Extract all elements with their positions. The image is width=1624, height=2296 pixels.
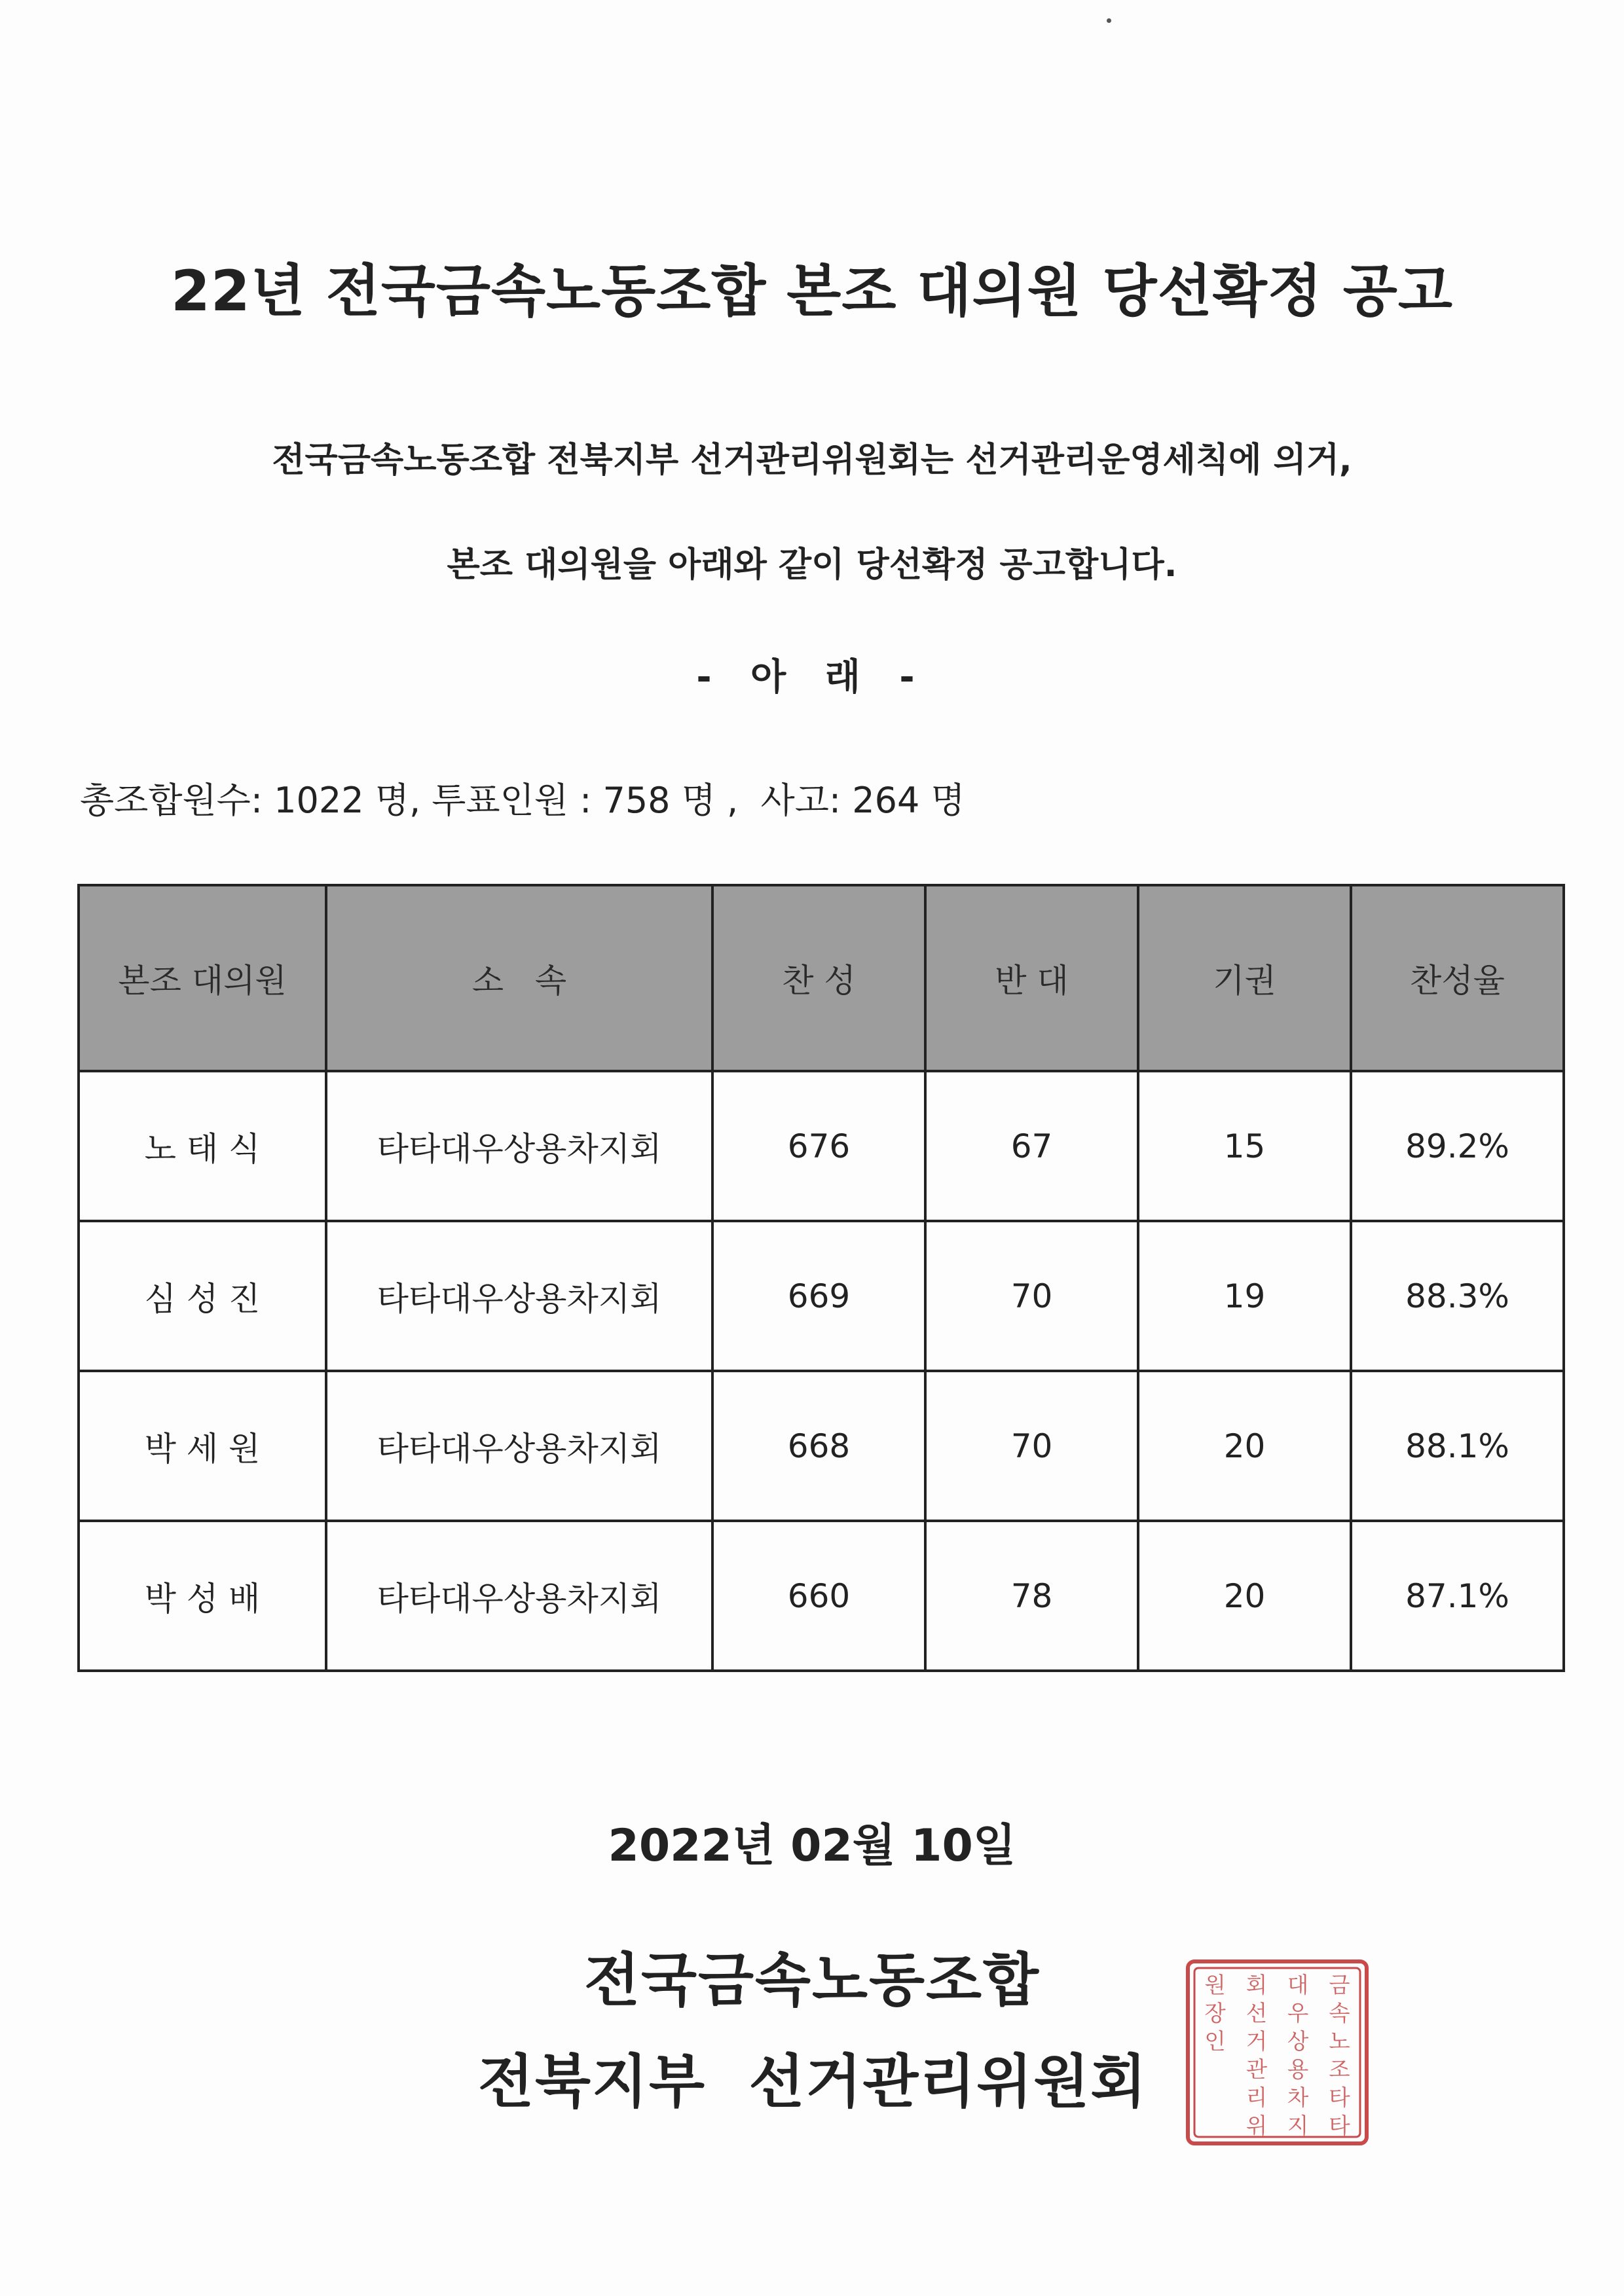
abstain-count: 19 bbox=[1138, 1221, 1351, 1371]
seal-character: 조 bbox=[1329, 2056, 1350, 2083]
no-count: 78 bbox=[925, 1521, 1138, 1671]
delegate-branch: 타타대우상용차지회 bbox=[326, 1371, 712, 1521]
seal-character: 관 bbox=[1246, 2056, 1268, 2083]
seal-character: 노 bbox=[1329, 2028, 1350, 2054]
seal-character: 인 bbox=[1204, 2028, 1226, 2054]
abstain-count: 15 bbox=[1138, 1071, 1351, 1221]
delegate-name: 박 세 원 bbox=[79, 1371, 326, 1521]
table-row bbox=[79, 1521, 1564, 1671]
header-affiliation: 소 속 bbox=[326, 885, 712, 1071]
announcement-date: 2022년 02월 10일 bbox=[608, 1820, 1016, 1872]
delegate-branch: 타타대우상용차지회 bbox=[326, 1071, 712, 1221]
table-header-row bbox=[79, 885, 1564, 1071]
yes-count: 676 bbox=[712, 1071, 925, 1221]
seal-character: 속 bbox=[1329, 2000, 1350, 2026]
below-label: - 아 래 - bbox=[696, 656, 928, 699]
members-value: 1022 명, bbox=[274, 780, 421, 821]
organization-line-1: 전국금속노동조합 bbox=[583, 1946, 1041, 2014]
no-count: 70 bbox=[925, 1221, 1138, 1371]
header-no: 반 대 bbox=[925, 885, 1138, 1071]
approval-rate: 88.3% bbox=[1351, 1221, 1564, 1371]
org-committee: 선거관리위원회 bbox=[748, 2048, 1148, 2115]
scan-speck bbox=[1107, 18, 1111, 23]
org-branch: 전북지부 bbox=[478, 2048, 707, 2115]
announcement-title: 22년 전국금속노동조합 본조 대의원 당선확정 공고 bbox=[171, 259, 1453, 324]
delegate-branch: 타타대우상용차지회 bbox=[326, 1521, 712, 1671]
abstain-count: 20 bbox=[1138, 1371, 1351, 1521]
delegate-branch: 타타대우상용차지회 bbox=[326, 1221, 712, 1371]
seal-character: 지 bbox=[1287, 2113, 1309, 2139]
voters-label: 투표인원 : bbox=[432, 780, 592, 821]
seal-character: 회 bbox=[1246, 1972, 1268, 1998]
no-count: 70 bbox=[925, 1371, 1138, 1521]
seal-character: 금 bbox=[1329, 1972, 1350, 1998]
yes-count: 668 bbox=[712, 1371, 925, 1521]
header-yes: 찬 성 bbox=[712, 885, 925, 1071]
results-table bbox=[77, 884, 1565, 1672]
voters-value: 758 명 , bbox=[602, 780, 739, 821]
approval-rate: 87.1% bbox=[1351, 1521, 1564, 1671]
approval-rate: 88.1% bbox=[1351, 1371, 1564, 1521]
approval-rate: 89.2% bbox=[1351, 1071, 1564, 1221]
seal-character: 선 bbox=[1246, 2000, 1268, 2026]
vote-summary bbox=[80, 773, 965, 823]
seal-character: 용 bbox=[1287, 2056, 1309, 2083]
absent-value: 264 명 bbox=[852, 780, 965, 821]
seal-character: 거 bbox=[1246, 2028, 1268, 2054]
table-row bbox=[79, 1221, 1564, 1371]
seal-character: 상 bbox=[1287, 2028, 1309, 2054]
seal-character: 장 bbox=[1204, 2000, 1226, 2026]
no-count: 67 bbox=[925, 1071, 1138, 1221]
abstain-count: 20 bbox=[1138, 1521, 1351, 1671]
seal-character: 원 bbox=[1204, 1972, 1226, 1998]
delegate-name: 심 성 진 bbox=[79, 1221, 326, 1371]
seal-character: 대 bbox=[1287, 1972, 1309, 1998]
delegate-name: 박 성 배 bbox=[79, 1521, 326, 1671]
seal-character: 차 bbox=[1287, 2085, 1309, 2111]
organization-line-2 bbox=[478, 2036, 1147, 2119]
yes-count: 669 bbox=[712, 1221, 925, 1371]
intro-line-1: 전국금속노동조합 전북지부 선거관리위원회는 선거관리운영세칙에 의거, bbox=[272, 441, 1352, 480]
seal-character: 우 bbox=[1287, 2000, 1309, 2026]
seal-character: 위 bbox=[1246, 2113, 1268, 2139]
seal-character: 리 bbox=[1246, 2085, 1268, 2111]
absent-label: 사고: bbox=[760, 780, 841, 821]
yes-count: 660 bbox=[712, 1521, 925, 1671]
official-seal bbox=[1184, 1958, 1371, 2147]
header-abstain: 기권 bbox=[1138, 885, 1351, 1071]
seal-character: 타 bbox=[1329, 2113, 1350, 2139]
header-rate: 찬성율 bbox=[1351, 885, 1564, 1071]
delegate-name: 노 태 식 bbox=[79, 1071, 326, 1221]
seal-character: 타 bbox=[1329, 2085, 1350, 2111]
table-row bbox=[79, 1071, 1564, 1221]
header-delegate: 본조 대의원 bbox=[79, 885, 326, 1071]
members-label: 총조합원수: bbox=[80, 780, 263, 821]
intro-line-2: 본조 대의원을 아래와 같이 당선확정 공고합니다. bbox=[447, 545, 1177, 585]
table-row bbox=[79, 1371, 1564, 1521]
